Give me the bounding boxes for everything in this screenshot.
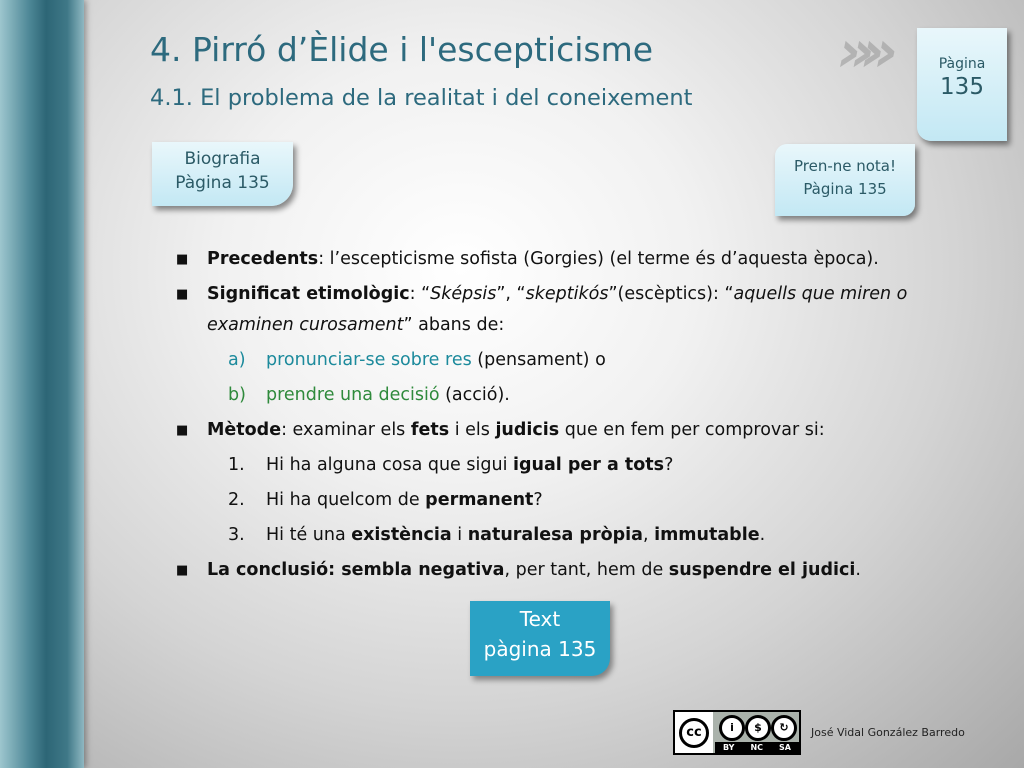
bullet-text: . [855,560,861,580]
bold-term: judicis [495,420,560,440]
numbered-item-3 [176,520,936,551]
item-text: ? [533,490,543,510]
bullet-square-icon: ■ [176,423,189,438]
bullet-text: , per tant, hem de [504,560,669,580]
bullet-label: Precedents [207,249,319,269]
creative-commons-badge[interactable] [673,710,801,755]
numbered-item-1 [176,450,936,481]
chevron-decoration-icon: »» [830,17,893,85]
sub-item-b [176,380,936,411]
bold-term: immutable [654,525,760,545]
nota-page: Pàgina 135 [803,180,887,198]
biografia-page: Pàgina 135 [175,173,270,193]
bold-term: fets [410,420,450,440]
item-text: Hi ha quelcom de [266,490,426,510]
bold-term: La conclusió: sembla negativa [207,560,505,580]
bullet-text: : “ [409,284,431,304]
license-tag-by: BY [723,743,735,752]
item-text: i [451,525,468,545]
bullet-square-icon: ■ [176,287,189,302]
bold-term: permanent [425,490,534,510]
sub-item-label: b) [228,385,246,405]
text-page-button[interactable] [470,601,610,676]
item-text: , [642,525,655,545]
biografia-label: Biografia [184,149,261,169]
bullet-text: i els [449,420,496,440]
text-button-label: Text [519,607,561,631]
page-label: Pàgina [938,56,986,72]
term-skepsis: Sképsis [430,284,497,304]
slide-title: 4. Pirró d’Èlide i l'escepticisme [150,30,654,69]
numbered-item-2 [176,485,936,516]
highlight-text: pronunciar-se sobre res [266,350,472,370]
bullet-text: ” abans de: [403,315,505,335]
bullet-label: Mètode [207,420,282,440]
sharealike-icon: ↻ [771,715,797,741]
license-tag-sa: SA [779,743,791,752]
bold-term: igual per a tots [513,455,665,475]
item-text: Hi té una [266,525,352,545]
bullet-text: ”(escèptics): “ [608,284,734,304]
bullet-text: : examinar els [281,420,411,440]
author-credit: José Vidal González Barredo [811,726,965,739]
item-number: 2. [228,490,245,510]
sub-item-a [176,345,936,376]
item-number: 3. [228,525,245,545]
bullet-text: que en fem per comprovar si: [559,420,825,440]
bold-term: existència [351,525,452,545]
bullet-metode [176,415,936,446]
bullet-square-icon: ■ [176,563,189,578]
page-number: 135 [940,74,984,100]
bullet-square-icon: ■ [176,252,189,267]
sub-item-text: (acció). [439,385,510,405]
bold-term: suspendre el judici [668,560,856,580]
page-number-tab [917,28,1007,141]
bullet-precedents [176,244,936,275]
nota-label: Pren-ne nota! [793,157,897,175]
bullet-conclusio [176,555,936,586]
bullet-label: Significat etimològic [207,284,410,304]
sub-item-text: (pensament) o [471,350,606,370]
biografia-note[interactable] [152,142,293,206]
slide-subtitle: 4.1. El problema de la realitat i del coneixement [150,85,693,111]
attribution-icon: i [719,715,745,741]
noncommercial-icon: $ [745,715,771,741]
term-skeptikos: skeptikós [525,284,609,304]
pren-ne-nota-note[interactable] [775,144,915,216]
sub-item-label: a) [228,350,246,370]
item-number: 1. [228,455,245,475]
item-text: ? [664,455,674,475]
cc-logo-icon: cc [679,718,709,748]
bullet-list [176,244,936,590]
text-button-page: pàgina 135 [483,637,597,661]
bullet-significat [176,279,936,341]
item-text: Hi ha alguna cosa que sigui [266,455,513,475]
left-sidebar-bar [0,0,84,768]
bullet-text: : l’escepticisme sofista (Gorgies) (el terme és d’aquesta època). [318,249,879,269]
item-text: . [759,525,766,545]
bullet-text: ”, “ [496,284,526,304]
license-tags [715,742,799,753]
license-tag-nc: NC [750,743,764,752]
bold-term: naturalesa pròpia [467,525,643,545]
highlight-text: prendre una decisió [266,385,440,405]
definition-quote: aquells que miren o examinen curosament [207,284,908,335]
